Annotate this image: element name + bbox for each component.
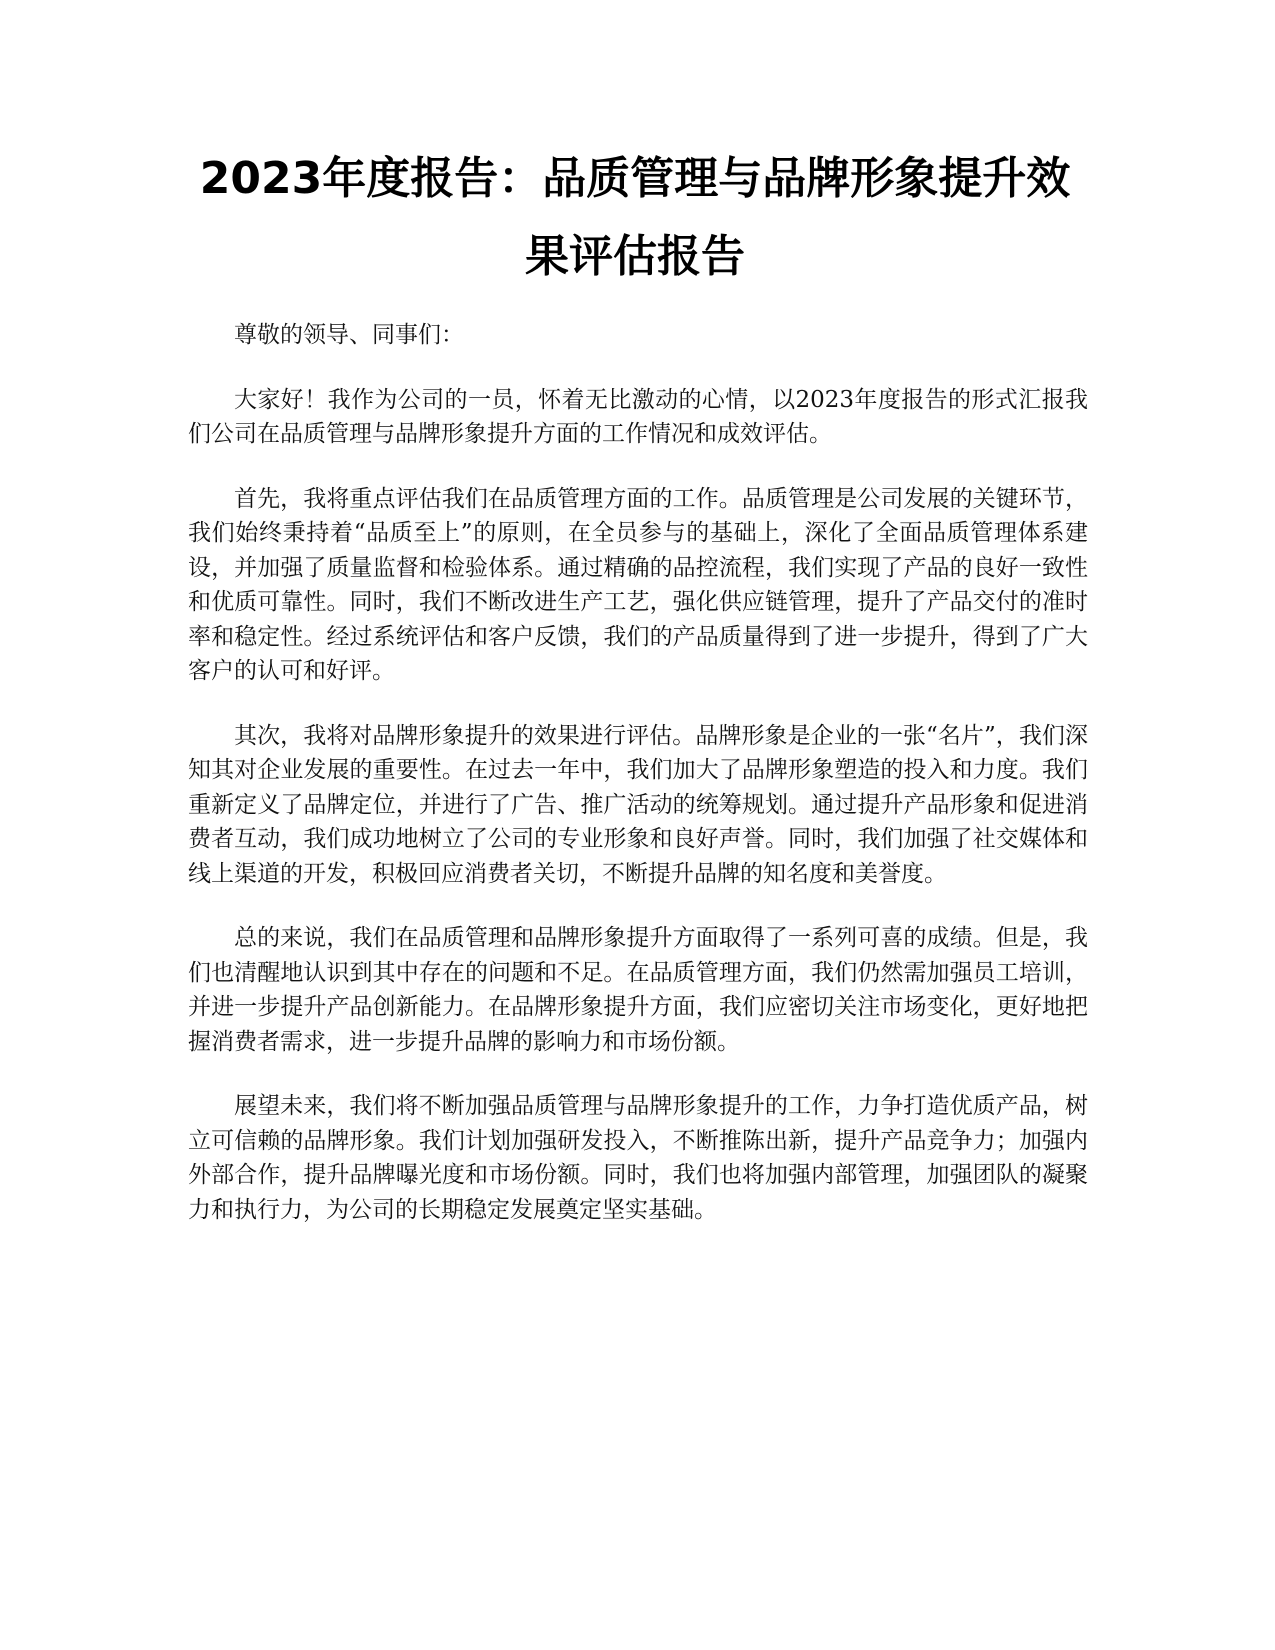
summary-paragraph: 总的来说，我们在品质管理和品牌形象提升方面取得了一系列可喜的成绩。但是，我们也清醒地认识到其中存在的问题和不足。在品质管理方面，我们仍然需加强员工培训，并进一步提升产品创新能力。在品牌形象提升方面，我们应密切关注市场变化，更好地把握消费者需求，进一步提升品牌的影响力和市场份额。 <box>188 925 1088 1055</box>
salutation-paragraph: 尊敬的领导、同事们： <box>234 322 464 348</box>
document-body <box>188 318 1088 1257</box>
intro-paragraph: 大家好！我作为公司的一员，怀着无比激动的心情，以2023年度报告的形式汇报我们公司在品质管理与品牌形象提升方面的工作情况和成效评估。 <box>188 386 1088 447</box>
quality-management-paragraph: 首先，我将重点评估我们在品质管理方面的工作。品质管理是公司发展的关键环节，我们始终秉持着“品质至上”的原则，在全员参与的基础上，深化了全面品质管理体系建设，并加强了质量监督和检验体系。通过精确的品控流程，我们实现了产品的良好一致性和优质可靠性。同时，我们不断改进生产工艺，强化供应链管理，提升了产品交付的准时率和稳定性。经过系统评估和客户反馈，我们的产品质量得到了进一步提升，得到了广大客户的认可和好评。 <box>188 485 1088 684</box>
brand-image-paragraph: 其次，我将对品牌形象提升的效果进行评估。品牌形象是企业的一张“名片”，我们深知其对企业发展的重要性。在过去一年中，我们加大了品牌形象塑造的投入和力度。我们重新定义了品牌定位，并进行了广告、推广活动的统筹规划。通过提升产品形象和促进消费者互动，我们成功地树立了公司的专业形象和良好声誉。同时，我们加强了社交媒体和线上渠道的开发，积极回应消费者关切，不断提升品牌的知名度和美誉度。 <box>188 722 1088 887</box>
outlook-paragraph: 展望未来，我们将不断加强品质管理与品牌形象提升的工作，力争打造优质产品，树立可信赖的品牌形象。我们计划加强研发投入，不断推陈出新，提升产品竞争力；加强内外部合作，提升品牌曝光度和市场份额。同时，我们也将加强内部管理，加强团队的凝聚力和执行力，为公司的长期稳定发展奠定坚实基础。 <box>188 1093 1088 1223</box>
document-title: 2023年度报告：品质管理与品牌形象提升效果评估报告 <box>199 153 1071 282</box>
